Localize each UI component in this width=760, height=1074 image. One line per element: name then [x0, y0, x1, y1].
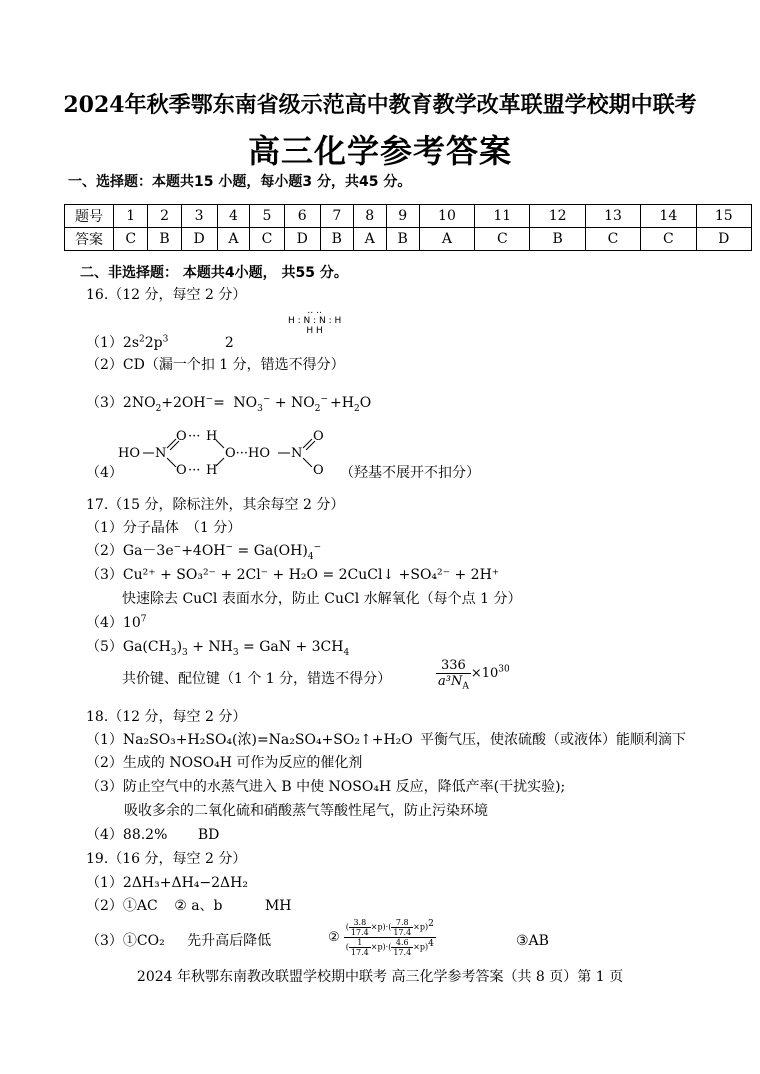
question-number: 11	[475, 205, 530, 228]
q16-answer-3: $(3)2NO_2+2OH^-= NO_3^- + NO_2^- +H_2O$	[86, 394, 372, 414]
q17-answer-1: （1）分子晶体 （1 分）	[86, 520, 242, 536]
operator: ×p)	[413, 922, 429, 932]
superscript: 30	[498, 664, 510, 675]
struct-o: O	[176, 429, 187, 444]
formula: （5）Ga(CH	[86, 639, 171, 655]
answer-part: （2）①AC	[86, 898, 158, 914]
subscript: 2	[314, 403, 321, 414]
q19-answer-2	[86, 897, 292, 915]
superscript: 7	[140, 614, 147, 625]
q17-answer-6: 共价键、配位键（1 个 1 分，错选不得分）	[122, 671, 392, 687]
subscript: 3	[170, 647, 177, 658]
struct-dots: ···	[188, 429, 201, 444]
superscript: −	[173, 542, 182, 553]
kp-denominator	[344, 938, 436, 957]
answer-cell: A	[217, 228, 250, 251]
table-row-numbers	[65, 205, 752, 228]
answer-cell: B	[386, 228, 419, 251]
q17-answer-2	[86, 542, 321, 560]
table-row-label: 答案	[65, 228, 114, 251]
lewis-bottom-h: H H	[306, 326, 323, 336]
question-number: 2	[148, 205, 181, 228]
operator: ×p)·(	[370, 922, 392, 932]
answer-cell: B	[148, 228, 181, 251]
kp-numerator	[344, 918, 436, 938]
struct-ho: HO	[118, 446, 140, 461]
subscript: 3	[182, 647, 188, 658]
superscript: 2	[139, 334, 145, 345]
struct-o: O	[313, 463, 324, 478]
superscript: −	[320, 394, 329, 405]
formula: = Ga(OH)	[233, 543, 308, 559]
q18-answer-1-equation: （1）Na₂SO₃+H₂SO₄(浓)=Na₂SO₄+SO₂↑+H₂O	[86, 732, 413, 748]
question-number: 12	[530, 205, 585, 228]
q18-answer-1-note: 平衡气压，使浓硫酸（或液体）能顺利滴下	[420, 732, 686, 748]
answer-cell: C	[585, 228, 640, 251]
q18-answer-2: （2）生成的 NOSO₄H 可作为反应的催化剂	[86, 755, 363, 771]
section1-heading: 一、选择题：本题共15 小题，每小题3 分，共45 分。	[68, 174, 412, 190]
q17-answer-3-note: 快速除去 CuCl 表面水分，防止 CuCl 水解氧化（每个点 1 分）	[122, 591, 522, 607]
superscript: −	[225, 542, 234, 553]
q17-answer-4	[86, 614, 146, 632]
superscript: 3	[162, 334, 169, 345]
struct-n: N	[291, 446, 303, 461]
answer-cell: B	[320, 228, 353, 251]
subscript: 4	[343, 647, 350, 658]
answer-part: MH	[264, 898, 292, 914]
operator: ×p)·(	[370, 942, 392, 952]
fraction-numerator: 3.8	[349, 918, 371, 928]
multiplier: ×10	[470, 666, 499, 681]
fraction-denominator: 17.4	[393, 948, 412, 957]
fraction-denominator: 17.4	[350, 928, 369, 937]
density-formula	[436, 658, 510, 692]
subscript: 4	[307, 551, 314, 562]
q17-answer-5	[86, 638, 349, 656]
formula: （4）10	[86, 615, 141, 631]
struct-h: H	[206, 463, 218, 478]
formula: = GaN + 3CH	[238, 639, 344, 655]
question-number: 13	[585, 205, 640, 228]
table-row-answers	[65, 228, 752, 251]
answer-cell: C	[250, 228, 284, 251]
struct-dots: ···	[188, 463, 201, 478]
question-number: 8	[353, 205, 386, 228]
question-number: 10	[419, 205, 474, 228]
yield-value: （4）88.2%	[86, 827, 168, 843]
superscript: 4	[428, 938, 434, 949]
fraction-denominator: 17.4	[350, 948, 369, 957]
q18-answer-4	[86, 826, 219, 844]
fraction-numerator: 336	[436, 658, 471, 674]
paren: (	[345, 922, 349, 932]
answer-table	[64, 204, 752, 251]
fraction-numerator: 7.8	[391, 918, 413, 928]
q16-answer-4-label: （4）	[86, 465, 123, 481]
operator: ×p)	[413, 942, 429, 952]
q16-answer-1	[86, 334, 234, 352]
question-number: 4	[217, 205, 250, 228]
q19-heading: 19.（16 分，每空 2 分）	[86, 851, 247, 867]
table-row-label: 题号	[65, 205, 114, 228]
formula: O	[359, 395, 372, 411]
answer-value: 2	[224, 335, 234, 351]
fraction-numerator: 4.6	[391, 938, 413, 948]
mole-fraction	[349, 938, 371, 957]
question-number: 1	[114, 205, 148, 228]
answer-label: （3）	[86, 395, 123, 411]
formula: NO	[233, 395, 258, 411]
denominator-text: a³N	[438, 674, 463, 689]
hydrazine-lewis-structure	[288, 306, 341, 336]
formula: NO	[291, 395, 315, 411]
q18-answer-3a: （3）防止空气中的水蒸气进入 B 中使 NOSO₄H 反应，降低产率(干扰实验);	[86, 779, 566, 795]
answer-cell: C	[114, 228, 148, 251]
superscript: −	[262, 394, 271, 405]
answer-cell: D	[696, 228, 751, 251]
formula: +H	[330, 395, 354, 411]
subscript: 2	[353, 403, 360, 414]
option-answer: BD	[197, 827, 220, 843]
question-number: 5	[250, 205, 284, 228]
answer-cell: C	[641, 228, 696, 251]
fraction-numerator: 1	[349, 938, 371, 948]
formula: +2OH	[161, 395, 206, 411]
q17-answer-3-equation: （3）Cu²⁺ + SO₃²⁻ + 2Cl⁻ + H₂O = 2CuCl↓ +SO₄²⁻ + 2H⁺	[86, 567, 500, 583]
superscript: −	[205, 394, 214, 405]
mole-fraction	[349, 918, 371, 937]
formula: 2NO	[122, 395, 156, 411]
formula: （2）Ga－3e	[86, 543, 174, 559]
fraction-denominator: 17.4	[393, 928, 412, 937]
q18-heading: 18.（12 分，每空 2 分）	[86, 709, 247, 725]
struct-o: O	[176, 463, 187, 478]
q17-heading: 17.（15 分，除标注外，其余每空 2 分）	[86, 497, 345, 513]
answer-label: （1）	[86, 335, 123, 351]
subscript: 3	[232, 647, 239, 658]
subscript: 2	[155, 403, 162, 414]
answer-cell: D	[284, 228, 320, 251]
question-number: 14	[641, 205, 696, 228]
question-number: 3	[181, 205, 217, 228]
answer-cell: D	[181, 228, 217, 251]
formula: )	[176, 639, 183, 655]
question-number: 7	[320, 205, 353, 228]
answer-title: 高三化学参考答案	[247, 132, 512, 170]
section2-heading: 二、非选择题： 本题共4小题， 共55 分。	[80, 265, 348, 281]
q19-answer-3c: ③AB	[516, 933, 549, 949]
answer-cell: A	[419, 228, 474, 251]
density-fraction	[436, 658, 471, 692]
electron-config: 2s	[122, 335, 140, 351]
q19-answer-1: （1）2ΔH₃+ΔH₄−2ΔH₂	[86, 875, 248, 891]
answer-cell: A	[353, 228, 386, 251]
subscript: A	[462, 681, 469, 692]
superscript: −	[313, 542, 322, 553]
equals-sign: =	[213, 395, 225, 411]
page-footer: 2024 年秋鄂东南教改联盟学校期中联考 高三化学参考答案（共 8 页）第 1 页	[136, 969, 624, 985]
electron-config: 2p	[144, 335, 163, 351]
exam-title: 2024年秋季鄂东南省级示范高中教育教学改革联盟学校期中联考	[63, 92, 697, 118]
paren: (	[345, 942, 349, 952]
answer-part: ② a、b	[174, 898, 223, 914]
nitric-acid-dimer-structure	[112, 424, 348, 480]
answer-label: ②	[328, 930, 340, 945]
question-number: 15	[696, 205, 751, 228]
mole-fraction	[391, 938, 413, 957]
formula: + NH	[187, 639, 233, 655]
answer-part: （3）①CO₂	[86, 933, 165, 949]
kp-expression	[328, 918, 436, 957]
lewis-main-line: H : N : N : H	[288, 316, 342, 326]
kp-fraction	[344, 918, 436, 957]
struct-oho: O···HO	[225, 446, 271, 461]
q16-heading: 16.（12 分，每空 2 分）	[86, 287, 247, 303]
answer-cell: B	[530, 228, 585, 251]
fraction-denominator	[436, 674, 471, 692]
q18-answer-3b: 吸收多余的二氧化硫和硝酸蒸气等酸性尾气，防止污染环境	[124, 803, 488, 819]
formula: +4OH	[181, 543, 226, 559]
superscript: 2	[428, 918, 434, 929]
lewis-lone-pairs: ‥ ‥	[307, 306, 323, 316]
answer-part: 先升高后降低	[187, 933, 272, 949]
struct-n: N	[155, 446, 167, 461]
q16-answer-4-note: （羟基不展开不扣分）	[340, 465, 480, 481]
q19-answer-3a	[86, 932, 271, 950]
struct-h: H	[206, 429, 218, 444]
mole-fraction	[391, 918, 413, 937]
question-number: 6	[284, 205, 320, 228]
struct-o: O	[313, 429, 324, 444]
answer-cell: C	[475, 228, 530, 251]
question-number: 9	[386, 205, 419, 228]
subscript: 3	[257, 403, 263, 414]
q16-answer-2: （2）CD（漏一个扣 1 分，错选不得分）	[86, 357, 345, 373]
